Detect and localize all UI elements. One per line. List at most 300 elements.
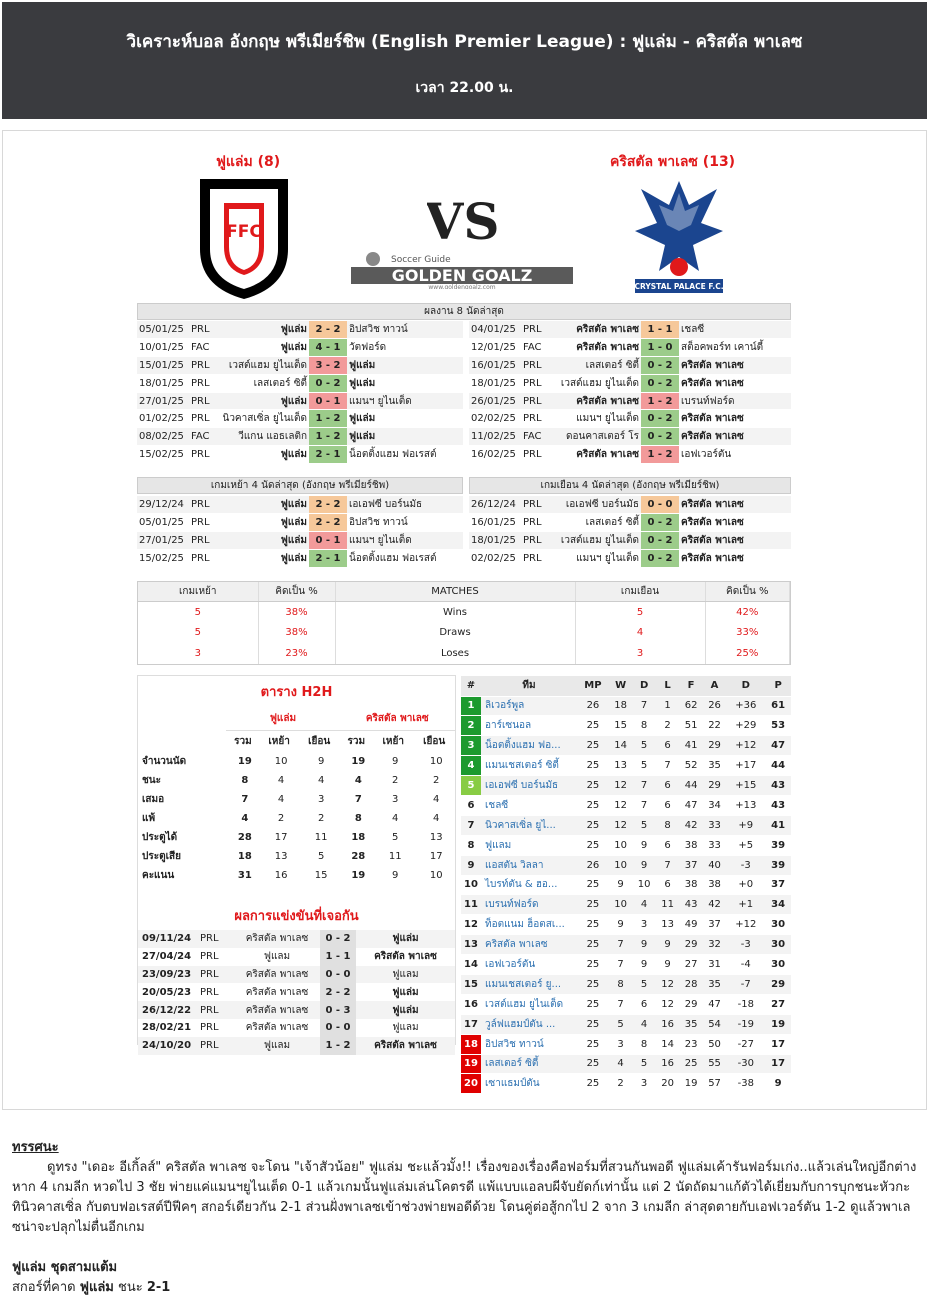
league-team[interactable]: ไบรท์ตัน & ฮอ... (481, 875, 577, 895)
league-team[interactable]: เบรนท์ฟอร์ด (481, 895, 577, 915)
sum-head-away: เกมเยือน (575, 582, 705, 601)
h2h-cell: 2 (317, 813, 325, 824)
result-score: 0 - 2 (320, 930, 356, 948)
sum-label: Draws (335, 623, 575, 644)
match-date: 10/01/25 (137, 339, 189, 357)
league-stat: 30 (765, 915, 791, 935)
match-date: 08/02/25 (137, 428, 189, 446)
result-home: คริสตัล พาเลซ (245, 1004, 309, 1016)
match-comp: PRL (521, 446, 551, 464)
league-stat: -4 (726, 955, 765, 975)
match-date: 05/01/25 (137, 514, 189, 532)
sum-cell: 33% (705, 623, 790, 644)
league-row (461, 736, 791, 756)
match-date: 04/01/25 (469, 321, 521, 339)
league-row (461, 1074, 791, 1094)
sum-cell: 25% (705, 643, 790, 664)
match-away: เชลซี (679, 321, 791, 339)
league-stat: 10 (609, 855, 632, 875)
match-home: ฟูแล่ม (219, 339, 309, 357)
match-comp: PRL (189, 410, 219, 428)
league-stat: 37 (703, 915, 726, 935)
h2h-col-head: เยือน (308, 735, 331, 747)
match-comp: PRL (521, 496, 551, 514)
league-stat: 11 (656, 895, 679, 915)
league-stat: 25 (577, 815, 609, 835)
league-stat: 44 (679, 776, 702, 796)
match-comp: PRL (189, 357, 219, 375)
match-score: 4 - 1 (309, 339, 347, 357)
league-team[interactable]: น็อตติ้งแฮม ฟอ... (481, 736, 577, 756)
league-stat: 31 (703, 955, 726, 975)
league-team[interactable]: ท็อตแนม ฮ็อตสเ... (481, 915, 577, 935)
league-stat: 3 (632, 1074, 655, 1094)
crest-letters: FFC (226, 222, 262, 242)
match-score: 2 - 1 (309, 446, 347, 464)
league-stat: 27 (765, 994, 791, 1014)
league-stat: 4 (632, 895, 655, 915)
league-pos: 9 (461, 855, 481, 875)
match-comp: PRL (521, 321, 551, 339)
league-row (461, 875, 791, 895)
league-stat: 2 (656, 716, 679, 736)
h2h-home-head: ฟูแล่ม (226, 708, 339, 730)
result-row (138, 948, 455, 966)
result-away: ฟูแลม (392, 968, 419, 980)
match-away: อิปสวิช ทาวน์ (347, 321, 463, 339)
match-score: 0 - 2 (641, 549, 679, 567)
h2h-row-label: ประตูได้ (142, 832, 178, 843)
league-stat: 12 (609, 776, 632, 796)
result-date: 28/02/21 (142, 1022, 192, 1034)
result-comp: PRL (200, 968, 219, 980)
league-stat: 9 (656, 955, 679, 975)
league-stat: 15 (609, 716, 632, 736)
league-stat: 9 (765, 1074, 791, 1094)
result-row (138, 983, 455, 1001)
league-stat: 12 (656, 974, 679, 994)
league-stat: 25 (577, 1074, 609, 1094)
match-away: น็อตติ้งแฮม ฟอเรสต์ (347, 549, 463, 567)
league-row (461, 994, 791, 1014)
h2h-cell: 8 (354, 813, 362, 824)
away-last4-table (469, 496, 791, 568)
h2h-cell: 4 (277, 794, 285, 805)
league-stat: 13 (656, 915, 679, 935)
match-score: 2 - 2 (309, 321, 347, 339)
h2h-col-head: รวม (234, 735, 252, 747)
league-team[interactable]: อาร์เซนอล (481, 716, 577, 736)
league-team[interactable]: เซาแธมป์ตัน (481, 1074, 577, 1094)
league-stat: 17 (765, 1034, 791, 1054)
h2h-row (138, 828, 455, 847)
h2h-cell: 13 (274, 851, 288, 862)
league-stat: 25 (577, 716, 609, 736)
match-home: นิวคาสเซิ่ล ยูไนเต็ด (219, 410, 309, 428)
league-stat: +0 (726, 875, 765, 895)
match-comp: PRL (189, 321, 219, 339)
league-stat: 40 (703, 855, 726, 875)
league-pos: 14 (461, 955, 481, 975)
sum-cell: 4 (575, 623, 705, 644)
h2h-cell: 4 (354, 775, 362, 786)
match-score: 0 - 2 (641, 410, 679, 428)
match-row (469, 496, 791, 514)
match-home: ฟูแล่ม (219, 549, 309, 567)
h2h-panel (137, 675, 456, 1052)
match-away: คริสตัล พาเลซ (679, 549, 791, 567)
league-stat: 53 (765, 716, 791, 736)
match-row (137, 339, 463, 357)
result-row (138, 1019, 455, 1037)
match-date: 15/02/25 (137, 446, 189, 464)
result-home: ฟูแลม (263, 951, 291, 963)
league-stat: +15 (726, 776, 765, 796)
match-score: 1 - 2 (641, 392, 679, 410)
league-col-head: F (679, 676, 702, 696)
league-row (461, 756, 791, 776)
match-home: ฟูแล่ม (219, 514, 309, 532)
match-home: แมนฯ ยูไนเต็ด (551, 410, 641, 428)
result-row (138, 1037, 455, 1055)
h2h-cell: 2 (392, 775, 399, 786)
league-team[interactable]: แมนเชสเตอร์ ซิตี้ (481, 756, 577, 776)
league-stat: 25 (577, 955, 609, 975)
match-away: สต็อคพอร์ท เคาน์ตี้ (679, 339, 791, 357)
league-stat: -27 (726, 1034, 765, 1054)
league-pos: 16 (461, 994, 481, 1014)
match-comp: PRL (521, 392, 551, 410)
h2h-cell: 31 (237, 870, 252, 881)
kickoff-time: เวลา 22.00 น. (415, 80, 514, 96)
match-date: 05/01/25 (137, 321, 189, 339)
h2h-cell: 8 (241, 775, 249, 786)
league-stat: 29 (703, 776, 726, 796)
league-row (461, 835, 791, 855)
home-team-name: ฟูแล่ม (8) (216, 154, 281, 170)
crest-caption: CRYSTAL PALACE F.C. (634, 282, 724, 291)
match-comp: PRL (521, 410, 551, 428)
league-col-head: L (656, 676, 679, 696)
league-stat: 37 (679, 855, 702, 875)
result-home: ฟูแลม (263, 1040, 291, 1052)
match-score: 1 - 2 (309, 410, 347, 428)
league-pos: 19 (461, 1054, 481, 1074)
result-comp: PRL (200, 1040, 219, 1052)
league-stat: 5 (609, 1014, 632, 1034)
league-stat: +9 (726, 815, 765, 835)
h2h-cell: 9 (392, 756, 399, 767)
sum-label: Loses (335, 643, 575, 664)
h2h-cell: 4 (433, 794, 440, 805)
league-stat: 55 (703, 1054, 726, 1074)
league-stat: 9 (632, 855, 655, 875)
match-comp: FAC (189, 428, 219, 446)
league-stat: 7 (656, 756, 679, 776)
h2h-table (138, 708, 455, 885)
h2h-cell: 10 (429, 870, 443, 881)
match-date: 16/01/25 (469, 357, 521, 375)
result-away: คริสตัล พาเลซ (374, 1040, 437, 1052)
league-stat: -3 (726, 855, 765, 875)
league-stat: 2 (609, 1074, 632, 1094)
match-comp: PRL (521, 357, 551, 375)
league-col-head: MP (577, 676, 609, 696)
league-stat: 7 (609, 994, 632, 1014)
league-stat: 14 (656, 1034, 679, 1054)
brand-text: GOLDEN GOALZ (391, 266, 533, 285)
h2h-cell: 2 (277, 813, 285, 824)
match-home: ฟูแล่ม (219, 392, 309, 410)
league-stat: 25 (577, 736, 609, 756)
score-team: ฟูแล่ม (79, 1280, 114, 1295)
match-away: ฟูแล่ม (347, 357, 463, 375)
h2h-cell: 5 (317, 851, 325, 862)
match-comp: PRL (189, 532, 219, 550)
match-date: 02/02/25 (469, 410, 521, 428)
result-comp: PRL (200, 1022, 219, 1034)
league-stat: 25 (577, 895, 609, 915)
match-comp: PRL (189, 392, 219, 410)
h2h-row (138, 752, 455, 771)
h2h-cell: 11 (314, 832, 328, 843)
league-stat: 28 (679, 974, 702, 994)
match-score: 0 - 2 (641, 357, 679, 375)
league-stat: 3 (632, 915, 655, 935)
league-team[interactable]: นิวคาสเซิ่ล ยูไ... (481, 815, 577, 835)
league-row (461, 815, 791, 835)
league-row (461, 895, 791, 915)
match-away: เบรนท์ฟอร์ด (679, 392, 791, 410)
league-stat: 18 (609, 696, 632, 716)
golden-goalz-logo (351, 249, 573, 289)
league-team[interactable]: เอเอฟซี บอร์นมัธ (481, 776, 577, 796)
match-home: คริสตัล พาเลซ (551, 392, 641, 410)
league-stat: 25 (577, 1034, 609, 1054)
result-score: 0 - 3 (320, 1001, 356, 1019)
h2h-row-label: ชนะ (142, 775, 161, 786)
match-home: เลสเตอร์ ซิตี้ (219, 374, 309, 392)
h2h-row-label: แพ้ (142, 813, 156, 824)
result-date: 20/05/23 (142, 986, 192, 998)
h2h-row (138, 847, 455, 866)
page-title: วิเคราะห์บอล อังกฤษ พรีเมียร์ชิพ (English Premier League) : ฟูแล่ม - คริสตัล พาเลซ (126, 32, 803, 52)
result-away: ฟูแลม (392, 1022, 419, 1034)
league-stat: 13 (609, 756, 632, 776)
league-row (461, 1054, 791, 1074)
league-stat: 7 (632, 696, 655, 716)
sum-cell: 38% (258, 623, 335, 644)
result-home: คริสตัล พาเลซ (245, 986, 309, 998)
match-row (137, 357, 463, 375)
match-away: ฟูแล่ม (347, 410, 463, 428)
result-comp: PRL (200, 951, 219, 963)
league-pos: 3 (461, 736, 481, 756)
league-stat: 38 (703, 875, 726, 895)
match-comp: PRL (189, 496, 219, 514)
h2h-cell: 11 (388, 851, 402, 862)
h2h-cell: 19 (237, 756, 252, 767)
h2h-col-head: เยือน (423, 735, 446, 747)
league-stat: 3 (609, 1034, 632, 1054)
league-pos: 4 (461, 756, 481, 776)
league-team[interactable]: เอฟเวอร์ตัน (481, 955, 577, 975)
result-date: 23/09/23 (142, 968, 192, 980)
match-date: 15/02/25 (137, 549, 189, 567)
match-row (469, 392, 791, 410)
league-team[interactable]: เลสเตอร์ ซิตี้ (481, 1054, 577, 1074)
h2h-cell: 10 (429, 756, 443, 767)
match-row (469, 446, 791, 464)
league-pos: 5 (461, 776, 481, 796)
league-team[interactable]: ฟูแลม (481, 835, 577, 855)
league-stat: 19 (765, 1014, 791, 1034)
league-stat: 47 (765, 736, 791, 756)
league-stat: 14 (609, 736, 632, 756)
match-home: ฟูแล่ม (219, 532, 309, 550)
league-team[interactable]: ลิเวอร์พูล (481, 696, 577, 716)
sum-cell: 5 (575, 601, 705, 623)
last8-title: ผลงาน 8 นัดล่าสุด (137, 303, 791, 320)
analysis-section (12, 1138, 920, 1298)
h2h-cell: 9 (317, 756, 325, 767)
league-stat: 12 (656, 994, 679, 1014)
match-home: ฟูแล่ม (219, 446, 309, 464)
match-row (469, 374, 791, 392)
home-last4-title: เกมเหย้า 4 นัดล่าสุด (อังกฤษ พรีเมียร์ชิพ) (137, 477, 463, 494)
match-score: 0 - 2 (641, 428, 679, 446)
h2h-cell: 17 (274, 832, 288, 843)
league-stat: 7 (632, 795, 655, 815)
league-stat: 5 (632, 756, 655, 776)
score-word: ชนะ (118, 1280, 143, 1295)
match-home: ฟูแล่ม (219, 321, 309, 339)
league-stat: 25 (577, 915, 609, 935)
sum-head-pct: คิดเป็น % (258, 582, 335, 601)
match-home: วีแกน แอธเลติก (219, 428, 309, 446)
result-comp: PRL (200, 986, 219, 998)
league-col-head: P (765, 676, 791, 696)
league-team[interactable]: อิปสวิช ทาวน์ (481, 1034, 577, 1054)
league-row (461, 776, 791, 796)
match-away: คริสตัล พาเลซ (679, 496, 791, 514)
league-col-head: ทีม (481, 676, 577, 696)
league-stat: 54 (703, 1014, 726, 1034)
league-pos: 18 (461, 1034, 481, 1054)
match-row (469, 514, 791, 532)
league-pos: 8 (461, 835, 481, 855)
match-date: 29/12/24 (137, 496, 189, 514)
result-score: 0 - 0 (320, 966, 356, 984)
league-stat: 25 (577, 994, 609, 1014)
h2h-cell: 9 (392, 870, 399, 881)
match-home: คริสตัล พาเลซ (551, 446, 641, 464)
vs-text: VS (427, 192, 497, 247)
league-stat: 26 (577, 696, 609, 716)
match-score: 1 - 2 (641, 446, 679, 464)
league-pos: 11 (461, 895, 481, 915)
league-team[interactable]: เชลซี (481, 795, 577, 815)
h2h-row (138, 771, 455, 790)
match-comp: PRL (189, 446, 219, 464)
league-stat: 8 (632, 716, 655, 736)
match-away: ฟูแล่ม (347, 374, 463, 392)
league-team[interactable]: แอสตัน วิลลา (481, 855, 577, 875)
match-comp: PRL (521, 549, 551, 567)
league-stat: 39 (765, 855, 791, 875)
league-stat: 7 (609, 955, 632, 975)
results-title: ผลการแข่งขันที่เจอกัน (234, 909, 359, 924)
sum-cell: 5 (138, 623, 258, 644)
league-stat: +17 (726, 756, 765, 776)
league-stat: 6 (656, 875, 679, 895)
match-row (469, 339, 791, 357)
h2h-cell: 4 (317, 775, 325, 786)
league-col-head: # (461, 676, 481, 696)
form-summary (137, 581, 791, 665)
h2h-cell: 3 (392, 794, 399, 805)
league-stat: 9 (632, 935, 655, 955)
analysis-text: ดูทรง "เดอะ อีเกิ้ลส์" คริสตัล พาเลซ จะโดน "เจ้าสัวน้อย" ฟูแล่ม ชะแล้วมั้ง!! เรื่องของเรื่องคือฟอร์มที่สวนกันพอดี ฟูแล่มเค้ารันฟอร์มเก่ง..แล้วเล่นใหญ่อีกต่างหาก 4 เกมลีก หวดไป 3 ชัย พ่ายแค่แมนฯยูไนเต็ด 0-1 แล้วเกมนั้นฟูแล่มเล่นโคตรดี แพ้แบบแอลบผีจับยัดก์เท่านั้น แต่ 2 นัดถัดมาแก้ตัวได้เยี่ยมกับการบุกชนะหัวกะทินิวคาสเซิ่ล กับตบฟอเรสต์ปีฟีคๆ สกอร์เดียวกัน 2-1 ส่วนฝั่งพาเลซเข้าช่วงพ่ายพอดีด้วย โดนคู่ต่อสู้กกไป 2 จาก 3 เกมลีก ล่าสุดตายกับเอฟเวอร์ตัน 1-2 ดูแล้วพาเลซน่าจะปลุกไม่ตื่นอีกเกม (12, 1160, 917, 1235)
league-stat: 4 (632, 1014, 655, 1034)
match-comp: PRL (521, 514, 551, 532)
match-home: เลสเตอร์ ซิตี้ (551, 357, 641, 375)
league-pos: 10 (461, 875, 481, 895)
league-stat: 9 (609, 915, 632, 935)
result-row (138, 930, 455, 948)
h2h-row (138, 809, 455, 828)
match-comp: FAC (189, 339, 219, 357)
league-stat: +1 (726, 895, 765, 915)
brand-url-text: www.goldengoalz.com (428, 284, 496, 289)
league-team[interactable]: วูล์ฟแฮมป์ตัน ... (481, 1014, 577, 1034)
league-team[interactable]: เวสต์แฮม ยูไนเต็ด (481, 994, 577, 1014)
league-stat: -3 (726, 935, 765, 955)
sum-cell: 5 (138, 601, 258, 623)
league-stat: 37 (765, 875, 791, 895)
match-comp: FAC (521, 428, 551, 446)
league-stat: 10 (632, 875, 655, 895)
league-stat: -7 (726, 974, 765, 994)
result-date: 24/10/20 (142, 1040, 192, 1052)
league-stat: 5 (632, 974, 655, 994)
league-stat: 6 (632, 994, 655, 1014)
league-team[interactable]: คริสตัล พาเลซ (481, 935, 577, 955)
league-col-head: W (609, 676, 632, 696)
league-stat: 25 (577, 835, 609, 855)
match-date: 15/01/25 (137, 357, 189, 375)
h2h-cell: 4 (392, 813, 399, 824)
match-away: คริสตัล พาเลซ (679, 514, 791, 532)
h2h-cell: 10 (274, 756, 288, 767)
league-stat: 26 (577, 855, 609, 875)
league-row (461, 1034, 791, 1054)
league-stat: 30 (765, 955, 791, 975)
league-stat: 29 (765, 974, 791, 994)
league-team[interactable]: แมนเชสเตอร์ ยู... (481, 974, 577, 994)
league-stat: 25 (577, 935, 609, 955)
match-home: คริสตัล พาเลซ (551, 339, 641, 357)
match-away: วัตฟอร์ด (347, 339, 463, 357)
league-stat: 25 (577, 795, 609, 815)
match-date: 16/02/25 (469, 446, 521, 464)
h2h-cell: 17 (429, 851, 443, 862)
league-stat: 25 (577, 974, 609, 994)
match-date: 26/01/25 (469, 392, 521, 410)
league-stat: 19 (679, 1074, 702, 1094)
match-score: 0 - 1 (309, 392, 347, 410)
league-col-head: D (632, 676, 655, 696)
